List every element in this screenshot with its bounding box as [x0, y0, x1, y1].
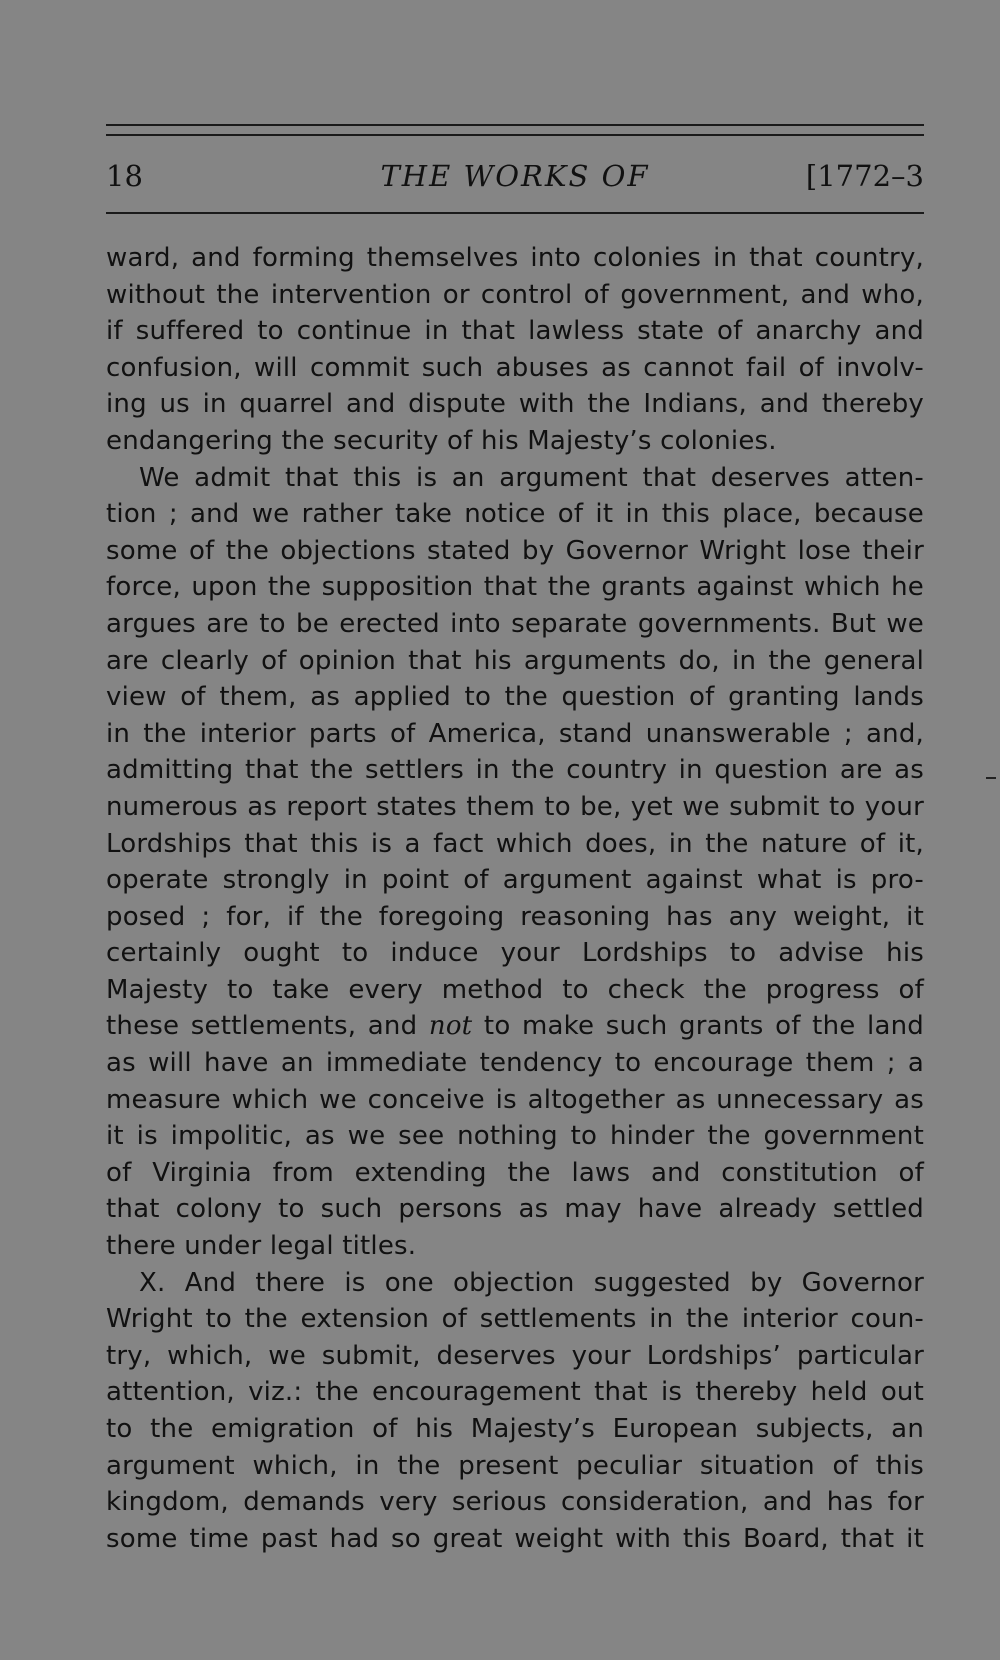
- text-line: argues are to be erected into separate governments. But we: [106, 608, 924, 639]
- text-line: measure which we conceive is altogether as unnecessary as: [106, 1084, 924, 1115]
- text-line: confusion, will commit such abuses as cannot fail of involv-: [106, 352, 924, 383]
- date-range: [1772–3: [805, 159, 924, 193]
- margin-mark: [986, 777, 996, 779]
- text-line: admitting that the settlers in the country in question are as: [106, 755, 924, 786]
- text-line: Wright to the extension of settlements in the interior coun-: [106, 1304, 924, 1335]
- text-line: kingdom, demands very serious consideration, and has for: [106, 1487, 924, 1518]
- text-line: operate strongly in point of argument against what is pro-: [106, 865, 924, 896]
- emphasis: not: [428, 1011, 473, 1042]
- text-line: there under legal titles.: [106, 1231, 417, 1262]
- text-line: X. And there is one objection suggested by Governor: [139, 1267, 924, 1298]
- text-line: these settlements, and not to make such grants of the land: [106, 1011, 924, 1042]
- header-rule-top: [106, 124, 924, 126]
- text-line: posed ; for, if the foregoing reasoning has any weight, it: [106, 901, 924, 932]
- text-line: are clearly of opinion that his arguments do, in the general: [106, 645, 924, 676]
- text-line: endangering the security of his Majesty’s colonies.: [106, 425, 777, 456]
- text-line: attention, viz.: the encouragement that is thereby held out: [106, 1377, 924, 1408]
- running-title: THE WORKS OF: [380, 159, 650, 193]
- text-line: as will have an immediate tendency to encourage them ; a: [106, 1048, 924, 1079]
- text-line: in the interior parts of America, stand unanswerable ; and,: [106, 718, 924, 749]
- text-line: some of the objections stated by Governor Wright lose their: [106, 535, 924, 566]
- text-line: to the emigration of his Majesty’s European subjects, an: [106, 1414, 924, 1444]
- header-rule-bottom: [106, 212, 924, 214]
- header-rule-second: [106, 134, 924, 136]
- text-line: try, which, we submit, deserves your Lordships’ particular: [106, 1340, 924, 1371]
- text-line: that colony to such persons as may have already settled: [106, 1194, 924, 1225]
- running-head: [106, 156, 924, 196]
- text-line: force, upon the supposition that the grants against which he: [106, 572, 924, 603]
- text-line: numerous as report states them to be, yet we submit to your: [106, 791, 924, 822]
- text-line: ward, and forming themselves into colonies in that country,: [106, 243, 924, 273]
- text-line: Lordships that this is a fact which does, in the nature of it,: [106, 828, 924, 859]
- body-text: [106, 240, 924, 1557]
- text-line: argument which, in the present peculiar situation of this: [106, 1450, 924, 1481]
- text-line: view of them, as applied to the question of granting lands: [106, 682, 924, 713]
- text-line: We admit that this is an argument that deserves atten-: [139, 462, 924, 493]
- text-line: without the intervention or control of government, and who,: [106, 279, 924, 310]
- text-line: it is impolitic, as we see nothing to hinder the government: [106, 1121, 924, 1152]
- text-line: ing us in quarrel and dispute with the Indians, and thereby: [106, 389, 924, 420]
- text-line: Majesty to take every method to check the progress of: [106, 974, 924, 1005]
- text-line: tion ; and we rather take notice of it in this place, because: [106, 499, 924, 530]
- text-line: certainly ought to induce your Lordships to advise his: [106, 938, 924, 969]
- page-number: 18: [106, 159, 143, 193]
- text-line: if suffered to continue in that lawless state of anarchy and: [106, 316, 924, 347]
- text-line: some time past had so great weight with this Board, that it: [106, 1523, 924, 1554]
- text-line: of Virginia from extending the laws and constitution of: [106, 1157, 924, 1188]
